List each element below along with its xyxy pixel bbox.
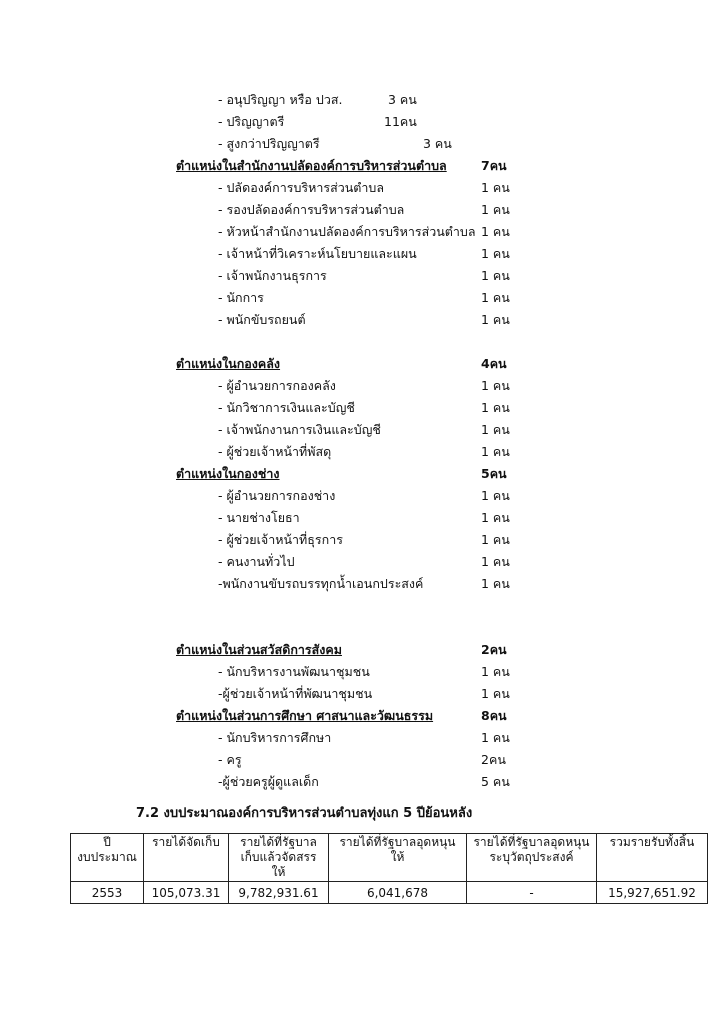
position-count: 1 คน (481, 180, 510, 195)
table-header-row (71, 834, 708, 882)
section-total: 7คน (481, 158, 507, 173)
position-count: 1 คน (481, 444, 510, 459)
table-cell: 9,782,931.61 (229, 882, 329, 904)
position-label: - พนักขับรถยนต์ (218, 312, 306, 327)
section-title: ตำแหน่งในส่วนสวัสดิการสังคม (176, 642, 342, 657)
position-count: 1 คน (481, 576, 510, 591)
position-count: 1 คน (481, 488, 510, 503)
edu-count-0: 3 คน (388, 92, 417, 107)
section-title: ตำแหน่งในส่วนการศึกษา ศาสนาและวัฒนธรรม (176, 708, 434, 723)
edu-count-1: 11คน (384, 114, 417, 129)
position-label: - นักวิชาการเงินและบัญชี (218, 400, 355, 415)
table-row (71, 882, 708, 904)
position-label: -ผู้ช่วยครูผู้ดูแลเด็ก (218, 774, 319, 789)
table-cell: 2553 (71, 882, 144, 904)
table-cell: - (467, 882, 597, 904)
position-count: 1 คน (481, 224, 510, 239)
edu-label-2: - สูงกว่าปริญญาตรี (218, 136, 320, 151)
position-label: - ผู้ช่วยเจ้าหน้าที่ธุรการ (218, 532, 343, 547)
budget-table (70, 833, 708, 904)
position-count: 1 คน (481, 664, 510, 679)
column-header: รายได้ที่รัฐบาลอุดหนุน ให้ (329, 834, 467, 882)
position-label: -ผู้ช่วยเจ้าหน้าที่พัฒนาชุมชน (218, 686, 373, 701)
edu-label-1: - ปริญญาตรี (218, 114, 285, 129)
position-label: - ครู (218, 752, 242, 767)
position-label: - หัวหน้าสำนักงานปลัดองค์การบริหารส่วนตำบล (218, 224, 476, 239)
position-label: - ผู้อำนวยการกองคลัง (218, 378, 336, 393)
position-label: - คนงานทั่วไป (218, 554, 295, 569)
position-count: 1 คน (481, 532, 510, 547)
budget-heading: 7.2 งบประมาณองค์การบริหารส่วนตำบลทุ่งแก 5 ปีย้อนหลัง (136, 806, 473, 821)
position-label: - นักบริหารงานพัฒนาชุมชน (218, 664, 370, 679)
column-header: รายได้ที่รัฐบาล เก็บแล้วจัดสรร ให้ (229, 834, 329, 882)
position-count: 5 คน (481, 774, 510, 789)
position-label: - รองปลัดองค์การบริหารส่วนตำบล (218, 202, 405, 217)
position-label: - เจ้าพนักงานการเงินและบัญชี (218, 422, 381, 437)
position-count: 1 คน (481, 268, 510, 283)
position-count: 1 คน (481, 202, 510, 217)
table-cell: 15,927,651.92 (597, 882, 708, 904)
edu-label-0: - อนุปริญญา หรือ ปวส. (218, 92, 343, 107)
column-header: ปี งบประมาณ (71, 834, 144, 882)
section-total: 5คน (481, 466, 507, 481)
position-count: 1 คน (481, 686, 510, 701)
section-total: 2คน (481, 642, 507, 657)
position-count: 1 คน (481, 422, 510, 437)
position-label: - เจ้าหน้าที่วิเคราะห์นโยบายและแผน (218, 246, 417, 261)
position-count: 1 คน (481, 510, 510, 525)
edu-count-2: 3 คน (423, 136, 452, 151)
position-count: 1 คน (481, 312, 510, 327)
column-header: รายได้ที่รัฐบาลอุดหนุน ระบุวัตถุประสงค์ (467, 834, 597, 882)
table-cell: 105,073.31 (144, 882, 229, 904)
position-label: - ผู้อำนวยการกองช่าง (218, 488, 336, 503)
position-label: - เจ้าพนักงานธุรการ (218, 268, 327, 283)
column-header: รายได้จัดเก็บ (144, 834, 229, 882)
section-title: ตำแหน่งในกองคลัง (176, 356, 281, 371)
position-count: 1 คน (481, 400, 510, 415)
position-count: 1 คน (481, 378, 510, 393)
section-title: ตำแหน่งในสำนักงานปลัดองค์การบริหารส่วนตำบล (176, 158, 447, 173)
section-total: 4คน (481, 356, 507, 371)
position-label: - นักการ (218, 290, 264, 305)
position-count: 2คน (481, 752, 506, 767)
position-count: 1 คน (481, 290, 510, 305)
table-cell: 6,041,678 (329, 882, 467, 904)
section-title: ตำแหน่งในกองช่าง (176, 466, 280, 481)
column-header: รวมรายรับทั้งสิ้น (597, 834, 708, 882)
position-count: 1 คน (481, 246, 510, 261)
position-count: 1 คน (481, 554, 510, 569)
position-count: 1 คน (481, 730, 510, 745)
position-label: - นักบริหารการศึกษา (218, 730, 332, 745)
section-total: 8คน (481, 708, 507, 723)
position-label: -พนักงานขับรถบรรทุกน้ำเอนกประสงค์ (218, 576, 424, 591)
position-label: - นายช่างโยธา (218, 510, 300, 525)
position-label: - ผู้ช่วยเจ้าหน้าที่พัสดุ (218, 444, 332, 459)
position-label: - ปลัดองค์การบริหารส่วนตำบล (218, 180, 385, 195)
